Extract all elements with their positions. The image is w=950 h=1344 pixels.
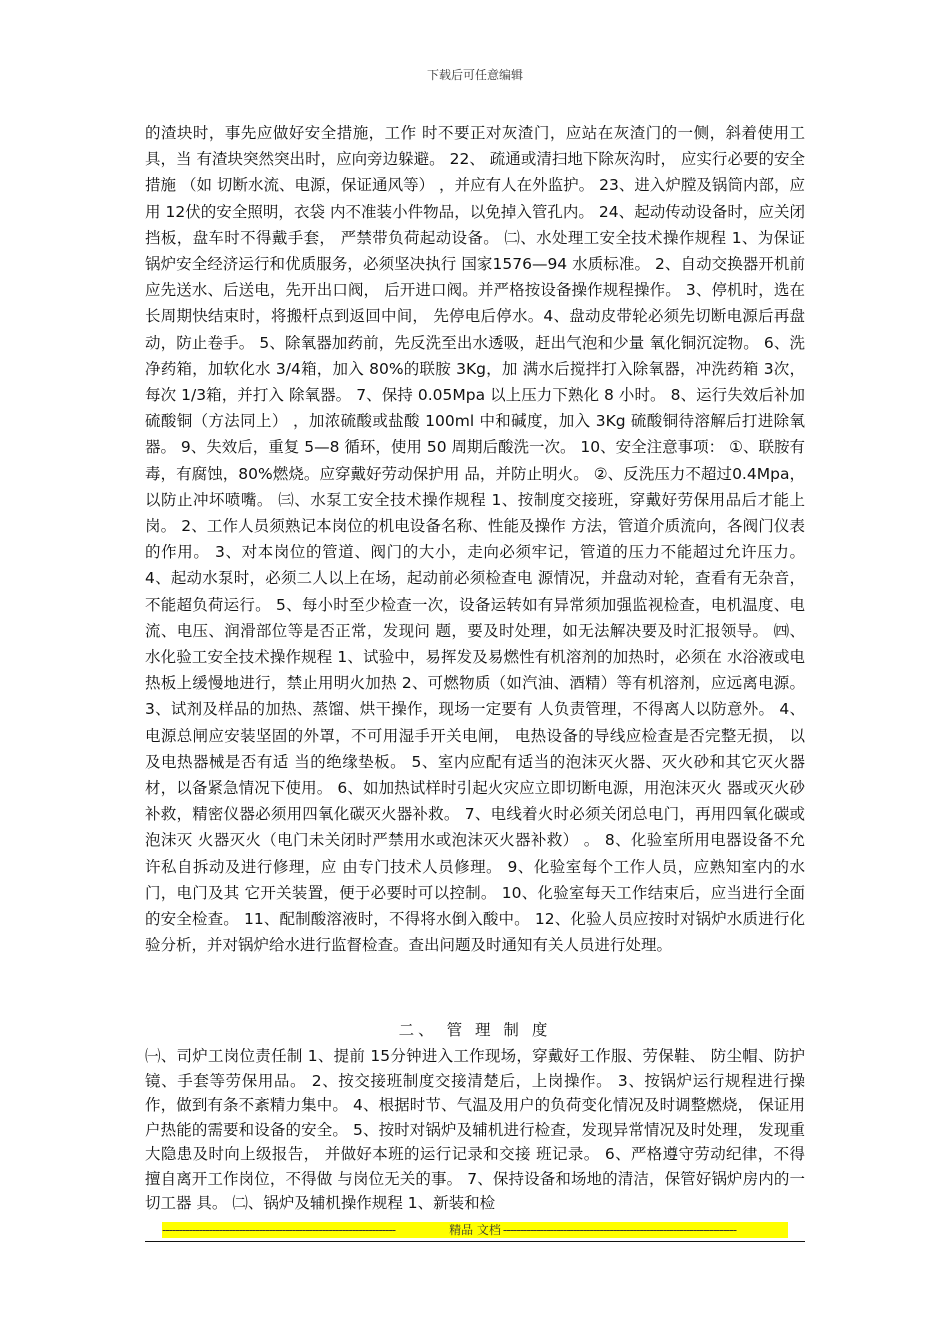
footer-dashes-left: ---------------------------------------------------------------------- <box>162 1223 396 1237</box>
section-title-management: 二、 管 理 制 度 <box>398 1021 552 1039</box>
footer-label: 精品 文档 <box>449 1223 501 1237</box>
footer-divider <box>145 1241 805 1242</box>
footer-dashes-right: ---------------------------------------------------------------------- <box>502 1223 737 1237</box>
footer-watermark-band <box>162 1222 788 1238</box>
body-paragraph-safety-rules: 的渣块时，事先应做好安全措施，工作 时不要正对灰渣门，应站在灰渣门的一侧，斜着使用工具，当 有渣块突然突出时，应向旁边躲避。 22、 疏通或清扫地下除灰沟时， 应实行必要的安全措施 （如 切断水流、电源，保证通风等） ，并应有人在外监护。 23、进入炉膛及锅筒内部，应用 12伏的安全照明，衣袋 内不准装小件物品，以免掉入管孔内。 24、起动传动设备时，应关闭挡板，盘车时不得戴手套， 严禁带负荷起动设备。 ㈡、水处理工安全技术操作规程 1、为保证锅炉安全经济运行和优质服务，必须坚决执行 国家1576—94 水质标准。 2、自动交换器开机前应先送水、后送电，先开出口阀， 后开进口阀。并严格按设备操作规程操作。 3、停机时，选在长周期快结束时，将搬杆点到返回中间， 先停电后停水。4、盘动皮带轮必须先切断电源后再盘动，防止卷手。 5、除氧器加药前，先反洗至出水透吸，赶出气泡和少量 氧化铜沉淀物。 6、洗净药箱，加软化水 3/4箱，加入 80%的联胺 3Kg，加 满水后搅拌打入除氧器，冲洗药箱 3次，每次 1/3箱，并打入 除氧器。 7、保持 0.05Mpa 以上压力下熟化 8 小时。 8、运行失效后补加硫酸铜（方法同上） ，加浓硫酸或盐酸 100ml 中和碱度，加入 3Kg 硫酸铜待溶解后打进除氧器。 9、失效后，重复 5—8 循环，使用 50 周期后酸洗一次。 10、安全注意事项： ①、联胺有毒，有腐蚀，80%燃烧。应穿戴好劳动保护用 品，并防止明火。 ②、反洗压力不超过0.4Mpa，以防止冲坏喷嘴。 ㈢、水泵工安全技术操作规程 1、按制度交接班，穿戴好劳保用品后才能上岗。 2、工作人员须熟记本岗位的机电设备名称、性能及操作 方法，管道介质流向，各阀门仪表的作用。 3、对本岗位的管道、阀门的大小，走向必须牢记，管道的压力不能超过允许压力。 4、起动水泵时，必须二人以上在场，起动前必须检查电 源情况，并盘动对轮，查看有无杂音，不能超负荷运行。 5、每小时至少检查一次，设备运转如有异常须加强监视检查，电机温度、电流、电压、润滑部位等是否正常，发现问 题，要及时处理，如无法解决要及时汇报领导。 ㈣、水化验工安全技术操作规程 1、试验中，易挥发及易燃性有机溶剂的加热时，必须在 水浴液或电热板上缓慢地进行，禁止用明火加热 2、可燃物质（如汽油、酒精）等有机溶剂，应远离电源。 3、试剂及样品的加热、蒸馏、烘干操作，现场一定要有 人负责管理，不得离人以防意外。 4、电源总闸应安装坚固的外罩，不可用湿手开关电闸， 电热设备的导线应检查是否完整无损， 以及电热器械是否有适 当的绝缘垫板。 5、室内应配有适当的泡沫灭火器、灭火砂和其它灭火器 材，以备紧急情况下使用。 6、如加热试样时引起火灾应立即切断电源，用泡沫灭火 器或灭火砂补救，精密仪器必须用四氧化碳灭火器补救。 7、电线着火时必须关闭总电门，再用四氧化碳或泡沫灭 火器灭火（电门未关闭时严禁用水或泡沫灭火器补救） 。 8、化验室所用电器设备不允许私自拆动及进行修理，应 由专门技术人员修理。 9、化验室每个工作人员，应熟知室内的水门，电门及其 它开关装置，便于必要时可以控制。 10、化验室每天工作结束后，应当进行全面的安全检查。 11、配制酸溶液时，不得将水倒入酸中。 12、化验人员应按时对锅炉水质进行化验分析，并对锅炉给水进行监督检查。查出问题及时通知有关人员进行处理。 <box>145 124 805 955</box>
body-paragraph-management-rules: ㈠、司炉工岗位责任制 1、提前 15分钟进入工作现场，穿戴好工作服、劳保鞋、 防尘帽、防护镜、手套等劳保用品。 2、按交接班制度交接清楚后，上岗操作。 3、按锅炉运行规程进行操作，做到有条不紊精力集中。 4、根据时节、气温及用户的负荷变化情况及时调整燃烧， 保证用户热能的需要和设备的安全。 5、按时对锅炉及辅机进行检查，发现异常情况及时处理， 发现重大隐患及时向上级报告， 并做好本班的运行记录和交接 班记录。 6、严格遵守劳动纪律，不得擅自离开工作岗位，不得做 与岗位无关的事。 7、保持设备和场地的清洁，保管好锅炉房内的一切工器 具。 ㈡、锅炉及辅机操作规程 1、新装和检 <box>145 1047 805 1212</box>
page-header: 下载后可任意编辑 <box>426 68 523 82</box>
